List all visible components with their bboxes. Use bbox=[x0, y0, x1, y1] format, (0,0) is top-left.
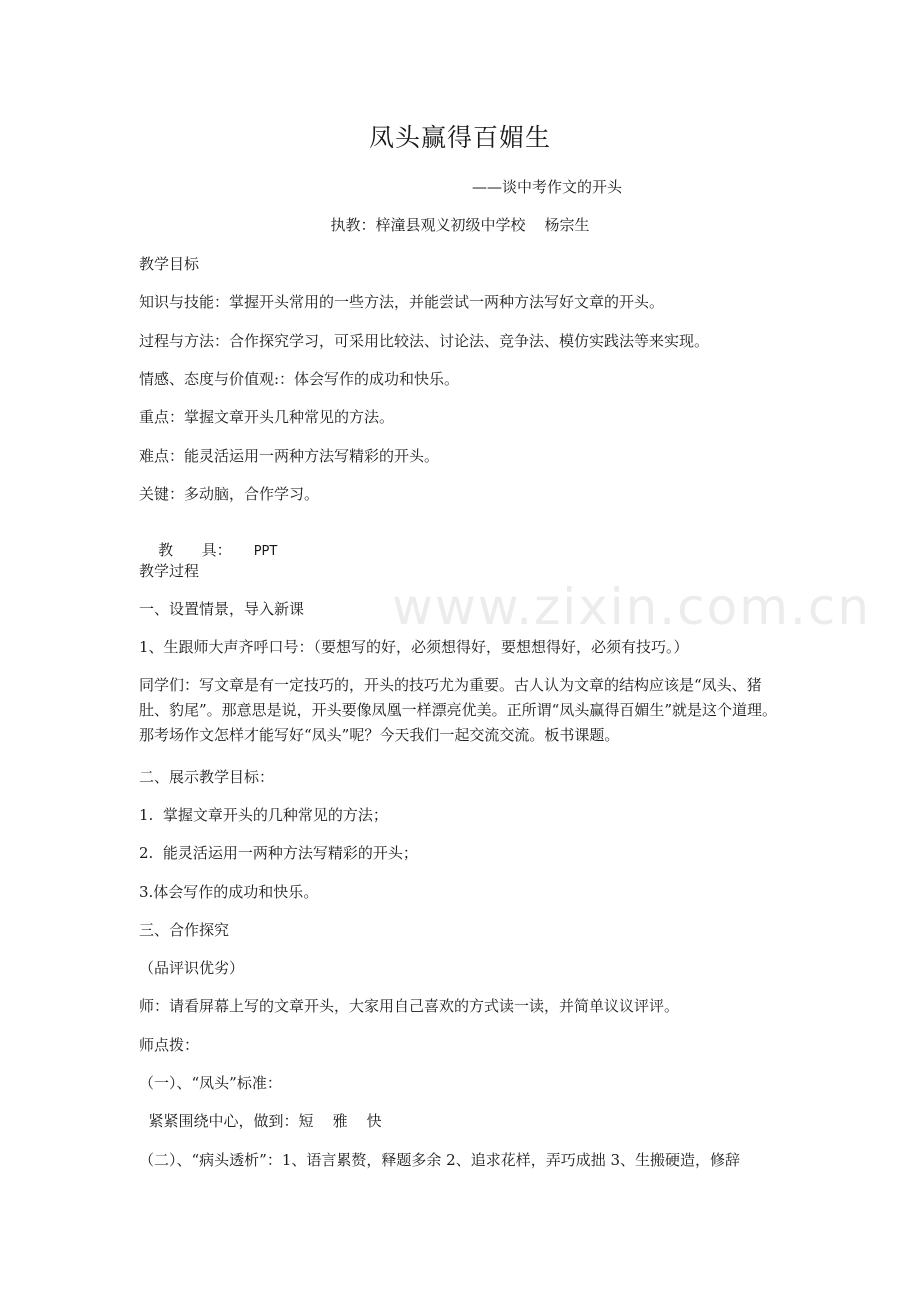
tools-value: PPT bbox=[253, 544, 278, 559]
author-line: 执教：梓潼县观义初级中学校 杨宗生 bbox=[330, 216, 590, 234]
difficulty-line: 难点：能灵活运用一两种方法写精彩的开头。 bbox=[139, 447, 440, 465]
process-methods-line: 过程与方法：合作探究学习，可采用比较法、讨论法、竞争法、模仿实践法等来实现。 bbox=[139, 332, 710, 350]
section-3-heading: 三、合作探究 bbox=[139, 921, 230, 939]
standard-content: 紧紧围绕中心，做到：短 雅 快 bbox=[139, 1112, 382, 1130]
flaw-analysis-line: （二）、“病头透析”：1、语言累赘，释题多余 2、追求花样，弄巧成拙 3、生搬硬造，修辞 bbox=[139, 1151, 741, 1169]
tools-label: 教 具： bbox=[158, 541, 232, 559]
teacher-read-line: 师：请看屏幕上写的文章开头，大家用自己喜欢的方式读一读，并简单议议评评。 bbox=[139, 997, 680, 1015]
emotion-values-line: 情感、态度与价值观:：体会写作的成功和快乐。 bbox=[139, 370, 460, 388]
goal-2-line: 2. 能灵活运用一两种方法写精彩的开头； bbox=[139, 844, 418, 862]
goal-3-line: 3.体会写作的成功和快乐。 bbox=[139, 883, 319, 901]
step-1-line: 1、生跟师大声齐呼口号：（要想写的好，必须想得好，要想想得好，必须有技巧。） bbox=[139, 638, 689, 656]
teaching-goals-heading: 教学目标 bbox=[139, 255, 200, 273]
process-heading: 教学过程 bbox=[139, 562, 200, 580]
key-line: 关键：多动脑，合作学习。 bbox=[139, 485, 320, 503]
students-paragraph: 同学们：写文章是有一定技巧的，开头的技巧尤为重要。古人认为文章的结构应该是“凤头、猪肚、豹尾”。那意思是说，开头要像凤凰一样漂亮优美。正所谓“凤头赢得百媚生”就是这个道理。那考场作文怎样才能写好“凤头”呢？今天我们一起交流交流。板书课题。 bbox=[139, 676, 778, 744]
knowledge-skills-line: 知识与技能：掌握开头常用的一些方法，并能尝试一两种方法写好文章的开头。 bbox=[139, 293, 665, 311]
section-1-heading: 一、设置情景，导入新课 bbox=[139, 600, 305, 618]
teacher-guide-line: 师点拨： bbox=[139, 1036, 200, 1054]
goal-1-line: 1. 掌握文章开头的几种常见的方法； bbox=[139, 806, 388, 824]
standard-heading: （一）、“凤头”标准： bbox=[139, 1074, 282, 1092]
subtitle: ——谈中考作文的开头 bbox=[472, 178, 623, 196]
page-title: 凤头赢得百媚生 bbox=[368, 123, 551, 152]
evaluate-line: （品评识优劣） bbox=[139, 959, 245, 977]
key-point-line: 重点：掌握文章开头几种常见的方法。 bbox=[139, 408, 395, 426]
section-2-heading: 二、展示教学目标： bbox=[139, 768, 275, 786]
watermark: www.zixin.com.cn bbox=[392, 578, 872, 636]
